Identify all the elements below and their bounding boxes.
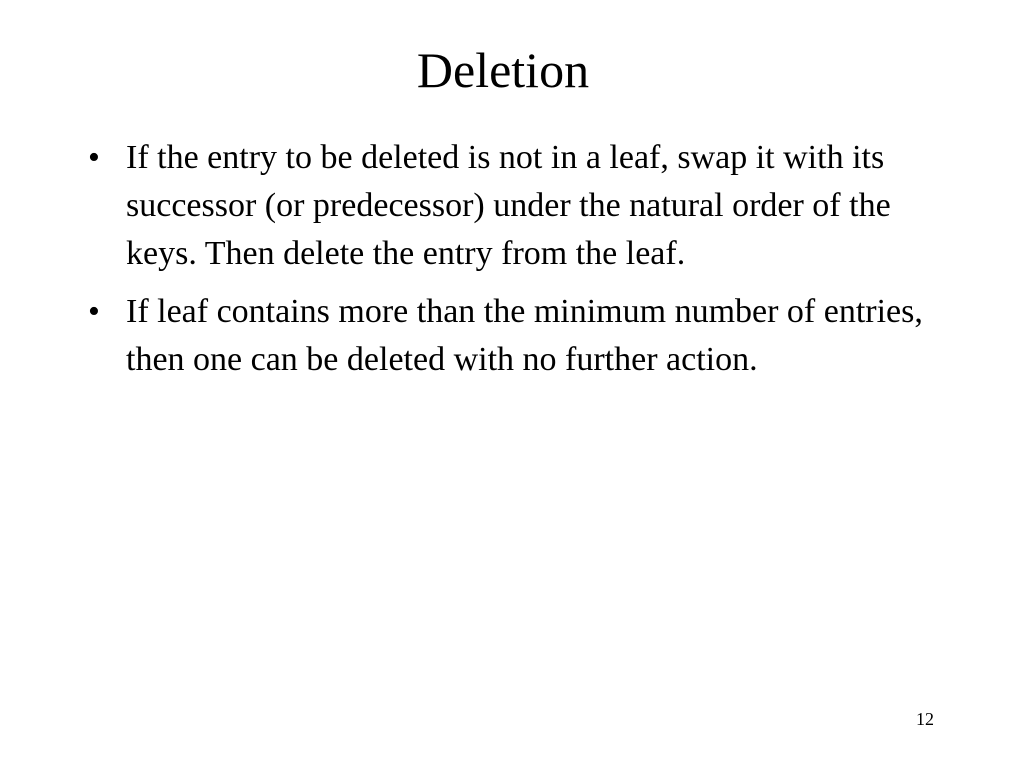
page-number: 12 [916, 709, 934, 729]
slide-title: Deletion [416, 42, 590, 98]
bullet-text: If leaf contains more than the minimum number of entries, then one can be deleted with no further action. [126, 293, 923, 378]
bullet-list [88, 134, 968, 394]
bullet-icon: • [88, 293, 100, 330]
bullet-item [88, 134, 968, 278]
bullet-item [88, 288, 968, 384]
bullet-text: If the entry to be deleted is not in a leaf, swap it with its successor (or predecessor) under the natural order of the keys. Then delete the entry from the leaf. [126, 139, 891, 272]
bullet-icon: • [88, 139, 100, 176]
